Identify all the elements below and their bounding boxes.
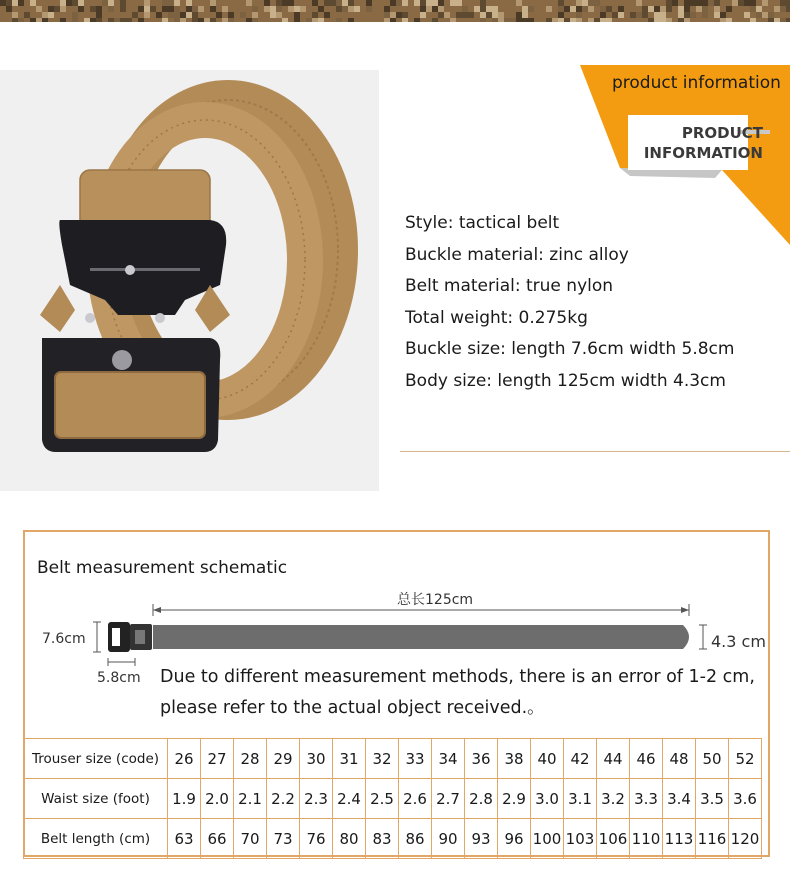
table-cell: 100 (531, 819, 564, 859)
table-cell: 38 (498, 739, 531, 779)
buckle-height-label: 7.6cm (42, 631, 86, 647)
table-cell: 52 (729, 739, 762, 779)
spec-buckle-material: Buckle material: zinc alloy (405, 244, 629, 265)
table-cell: 32 (366, 739, 399, 779)
table-cell: 2.0 (201, 779, 234, 819)
table-cell: 70 (234, 819, 267, 859)
table-cell: 26 (168, 739, 201, 779)
note-line-2: please refer to the actual object received.。 (160, 698, 545, 718)
table-cell: 2.1 (234, 779, 267, 819)
table-row (24, 739, 762, 779)
table-cell: 44 (597, 739, 630, 779)
belt-width-label: 4.3 cm (711, 632, 766, 651)
table-cell: 3.1 (564, 779, 597, 819)
table-cell: 116 (696, 819, 729, 859)
spec-body-size: Body size: length 125cm width 4.3cm (405, 370, 726, 391)
table-cell: 3.6 (729, 779, 762, 819)
spec-buckle-size: Buckle size: length 7.6cm width 5.8cm (405, 339, 735, 359)
table-cell: 27 (201, 739, 234, 779)
table-cell: 3.0 (531, 779, 564, 819)
table-cell: 90 (432, 819, 465, 859)
table-cell: 28 (234, 739, 267, 779)
banner-subtitle (618, 123, 763, 163)
table-cell: 30 (300, 739, 333, 779)
spec-style: Style: tactical belt (405, 213, 560, 233)
camo-strip (0, 0, 790, 22)
table-cell: 113 (663, 819, 696, 859)
table-cell: 3.4 (663, 779, 696, 819)
divider (400, 451, 790, 452)
spec-belt-material: Belt material: true nylon (405, 276, 614, 296)
table-cell: 33 (399, 739, 432, 779)
row-header: Belt length (cm) (24, 819, 168, 859)
table-cell: 1.9 (168, 779, 201, 819)
table-cell: 2.8 (465, 779, 498, 819)
table-cell: 29 (267, 739, 300, 779)
product-photo (0, 70, 379, 491)
table-cell: 2.2 (267, 779, 300, 819)
table-cell: 36 (465, 739, 498, 779)
table-cell: 66 (201, 819, 234, 859)
table-cell: 106 (597, 819, 630, 859)
table-cell: 31 (333, 739, 366, 779)
table-cell: 42 (564, 739, 597, 779)
table-cell: 34 (432, 739, 465, 779)
table-cell: 93 (465, 819, 498, 859)
table-cell: 86 (399, 819, 432, 859)
spec-total-weight: Total weight: 0.275kg (405, 307, 588, 328)
table-cell: 120 (729, 819, 762, 859)
table-cell: 80 (333, 819, 366, 859)
table-cell: 2.7 (432, 779, 465, 819)
table-cell: 3.3 (630, 779, 663, 819)
row-header: Waist size (foot) (24, 779, 168, 819)
table-cell: 3.5 (696, 779, 729, 819)
table-row (24, 779, 762, 819)
table-cell: 110 (630, 819, 663, 859)
row-header: Trouser size (code) (24, 739, 168, 779)
schematic-title: Belt measurement schematic (37, 558, 288, 578)
table-cell: 2.5 (366, 779, 399, 819)
table-cell: 3.2 (597, 779, 630, 819)
buckle-width-label: 5.8cm (97, 670, 141, 686)
size-table (23, 738, 762, 859)
table-cell: 96 (498, 819, 531, 859)
table-cell: 76 (300, 819, 333, 859)
banner-subtitle-line2: INFORMATION (643, 144, 763, 162)
table-cell: 40 (531, 739, 564, 779)
table-cell: 46 (630, 739, 663, 779)
measurement-note (160, 662, 755, 724)
table-cell: 2.6 (399, 779, 432, 819)
banner-subtitle-line1: PRODUCT (681, 124, 763, 142)
table-cell: 73 (267, 819, 300, 859)
table-cell: 2.9 (498, 779, 531, 819)
buckle-icon (108, 622, 152, 652)
table-cell: 50 (696, 739, 729, 779)
total-length-label: 总长125cm (397, 592, 474, 608)
table-row (24, 819, 762, 859)
table-cell: 2.4 (333, 779, 366, 819)
table-cell: 2.3 (300, 779, 333, 819)
banner-title: product information (612, 73, 781, 93)
table-cell: 48 (663, 739, 696, 779)
table-cell: 83 (366, 819, 399, 859)
table-cell: 63 (168, 819, 201, 859)
table-cell: 103 (564, 819, 597, 859)
spec-list (405, 208, 734, 397)
note-line-1: Due to different measurement methods, there is an error of 1-2 cm, (160, 667, 755, 687)
